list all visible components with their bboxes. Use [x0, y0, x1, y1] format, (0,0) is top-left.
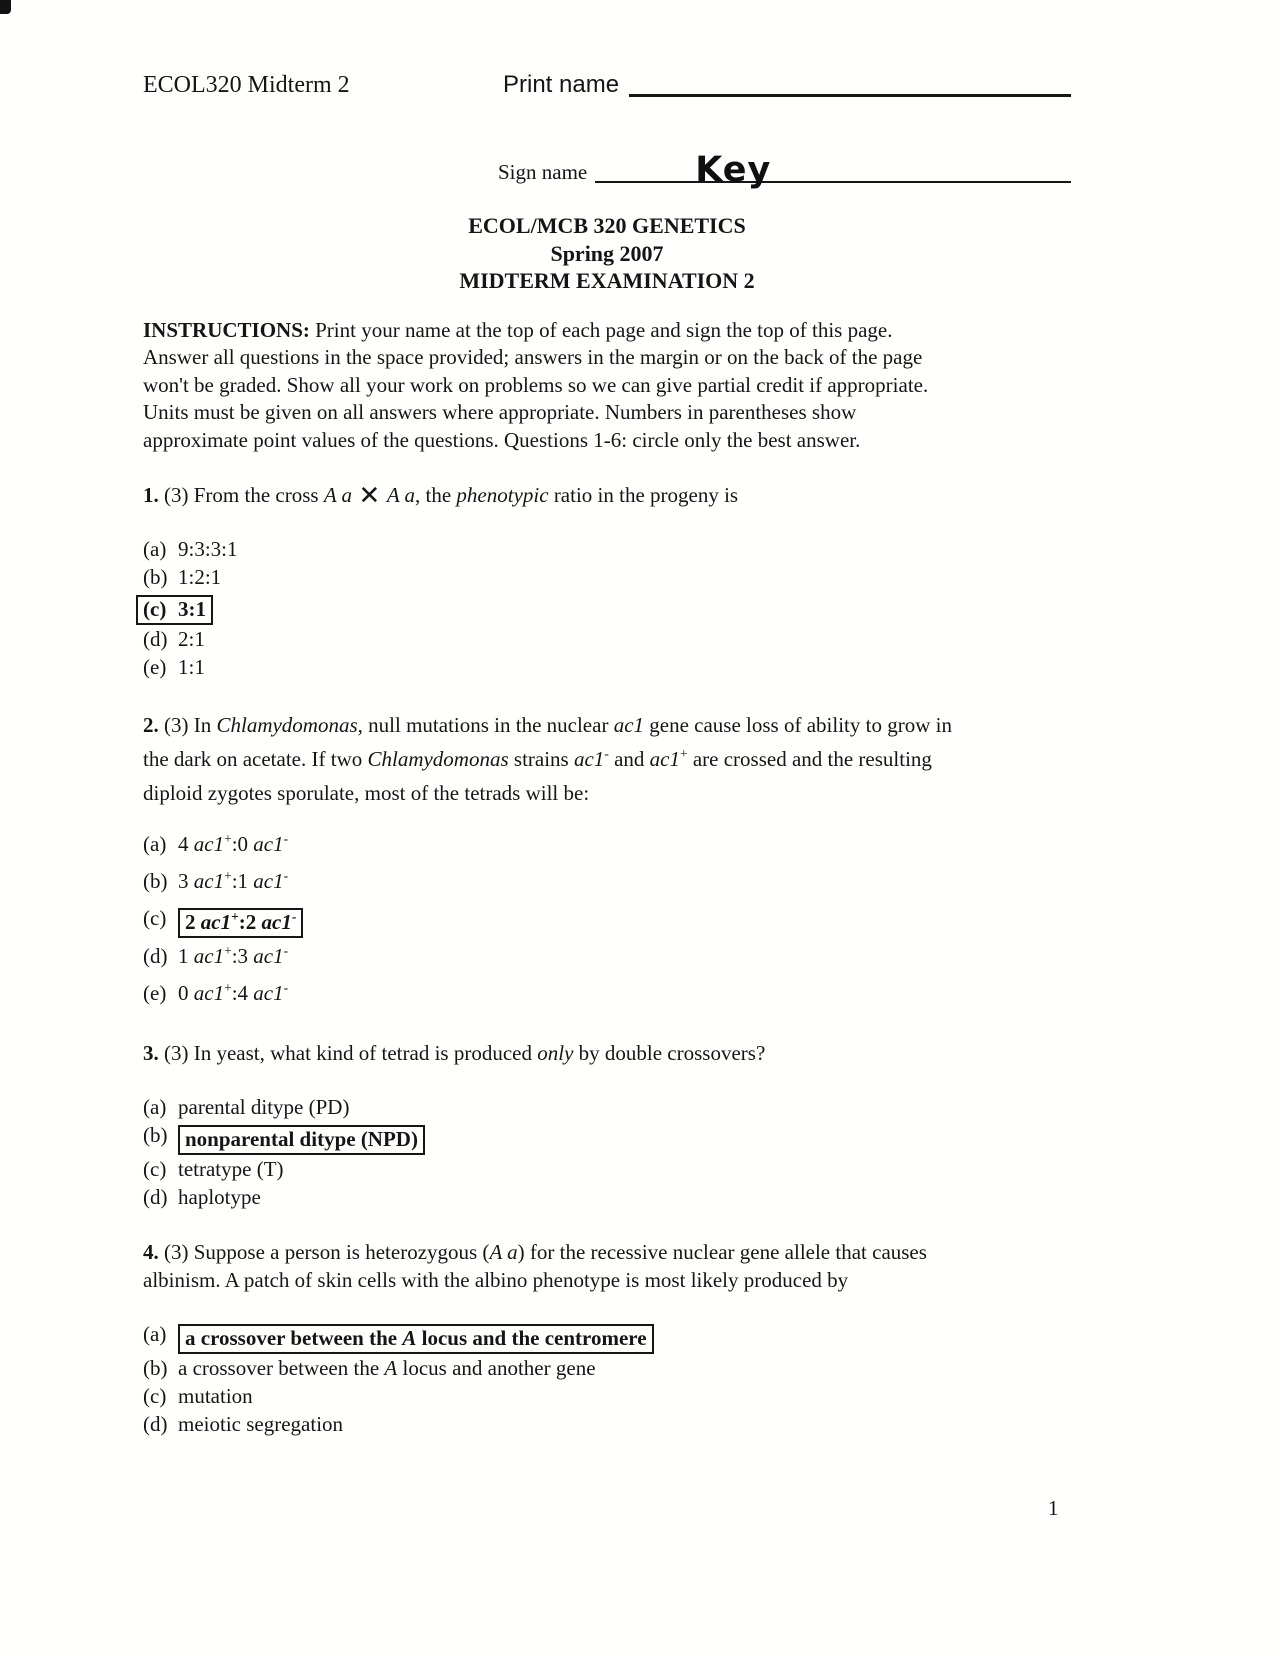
- correct-answer-box: [136, 595, 213, 625]
- text-segment: +: [224, 868, 232, 883]
- text-segment: a crossover between the: [185, 1326, 403, 1350]
- text-segment: 4.: [143, 1240, 159, 1264]
- question-q1: [143, 481, 1071, 681]
- answer-option-c: [143, 1382, 1071, 1410]
- option-label: (d): [143, 1185, 168, 1209]
- page-content: [143, 0, 1071, 1438]
- question-prompt: [143, 1039, 1071, 1067]
- text-segment: -: [283, 831, 289, 846]
- text-segment: nonparental ditype (NPD): [185, 1127, 418, 1151]
- text-segment: 2:1: [178, 627, 205, 651]
- question-prompt: [143, 481, 1071, 509]
- text-segment: 9:3:3:1: [178, 537, 238, 561]
- text-segment: albinism. A patch of skin cells with the albino phenotype is most likely produced by: [143, 1268, 849, 1292]
- text-segment: :3: [231, 944, 254, 968]
- instructions-line: [143, 317, 1071, 345]
- text-segment: ac1: [253, 981, 284, 1005]
- prompt-line: [143, 481, 1071, 509]
- text-segment: -: [283, 868, 289, 883]
- text-segment: A: [402, 1326, 417, 1350]
- sign-name-line: [595, 150, 1071, 190]
- option-text: [178, 1095, 349, 1119]
- text-segment: :2: [238, 910, 262, 934]
- exam-title-line: MIDTERM EXAMINATION 2: [459, 268, 755, 293]
- answer-option-b: [143, 863, 1071, 900]
- options-list: [143, 1320, 1071, 1438]
- text-segment: ac1: [193, 981, 225, 1005]
- text-segment: ac1: [253, 832, 284, 856]
- text-segment: 1: [178, 944, 194, 968]
- text-segment: 3: [178, 869, 194, 893]
- text-segment: 2.: [143, 713, 159, 737]
- exam-title: [143, 212, 1071, 295]
- prompt-line: [143, 1039, 1071, 1067]
- answer-option-d: [143, 625, 1071, 653]
- text-segment: a crossover between the: [178, 1356, 385, 1380]
- text-segment: Chlamydomonas: [216, 713, 358, 737]
- answer-option-b: [143, 563, 1071, 591]
- option-text: [178, 597, 206, 621]
- print-name-label: Print name: [503, 71, 620, 98]
- text-segment: ac1: [193, 832, 225, 856]
- question-prompt: [143, 708, 1071, 810]
- answer-option-c: [143, 1155, 1071, 1183]
- correct-answer-box: [178, 1324, 654, 1354]
- instructions-line: [143, 344, 1071, 372]
- option-label: (c): [143, 1157, 167, 1181]
- instructions-line: [143, 372, 1071, 400]
- text-segment: strains: [508, 747, 574, 771]
- questions-list: [143, 481, 1071, 1438]
- answer-option-c: [143, 591, 1071, 625]
- option-label: (a): [143, 832, 167, 856]
- text-segment: 2: [185, 910, 201, 934]
- option-text: [178, 1157, 284, 1181]
- answer-option-b: [143, 1354, 1071, 1382]
- text-segment: +: [224, 831, 232, 846]
- question-q4: [143, 1238, 1071, 1438]
- text-segment: ac1: [193, 869, 225, 893]
- option-label: (b): [143, 1356, 168, 1380]
- prompt-line: [143, 776, 1071, 810]
- text-segment: and: [608, 747, 650, 771]
- text-segment: -: [283, 943, 289, 958]
- text-segment: 1.: [143, 483, 159, 507]
- text-segment: +: [224, 980, 232, 995]
- answer-option-e: [143, 975, 1071, 1012]
- text-segment: ac1: [573, 747, 605, 771]
- text-segment: -: [291, 909, 297, 924]
- options-list: [143, 535, 1071, 681]
- text-segment: +: [679, 746, 688, 761]
- answer-option-e: [143, 653, 1071, 681]
- text-segment: +: [231, 909, 239, 924]
- exam-title-line: ECOL/MCB 320 GENETICS: [468, 213, 746, 238]
- text-segment: -: [604, 746, 609, 761]
- text-segment: , the: [415, 483, 457, 507]
- instructions-line: [143, 427, 1071, 455]
- answer-option-a: [143, 1093, 1071, 1121]
- text-segment: Units must be given on all answers where appropriate. Numbers in parentheses show: [143, 400, 857, 424]
- text-segment: ✕: [352, 481, 387, 510]
- text-segment: the dark on acetate. If two: [143, 747, 368, 771]
- option-text: [178, 565, 221, 589]
- text-segment: meiotic segregation: [178, 1412, 344, 1436]
- text-segment: +: [224, 943, 232, 958]
- option-label: (d): [143, 944, 168, 968]
- correct-answer-box: [178, 908, 303, 938]
- text-segment: Chlamydomonas: [367, 747, 509, 771]
- text-segment: Print your name at the top of each page and sign the top of this page.: [309, 317, 893, 342]
- answer-option-a: [143, 826, 1071, 863]
- exam-title-line: Spring 2007: [550, 240, 664, 266]
- options-list: [143, 1093, 1071, 1211]
- text-segment: ac1: [253, 869, 284, 893]
- option-label: (c): [143, 1384, 167, 1408]
- option-label: (e): [143, 655, 167, 679]
- option-text: [178, 1384, 253, 1408]
- instructions: [143, 317, 1071, 455]
- option-text: [178, 655, 205, 679]
- prompt-line: [143, 742, 1071, 776]
- text-segment: ac1: [649, 747, 680, 771]
- option-text: [178, 537, 238, 561]
- option-text: [178, 869, 288, 893]
- option-label: (c): [143, 906, 167, 930]
- answer-option-c: [143, 900, 1071, 938]
- option-text: [178, 1185, 261, 1209]
- text-segment: (3) In yeast, what kind of tetrad is produced: [158, 1041, 538, 1065]
- scan-artifact: [0, 0, 11, 14]
- prompt-line: [143, 1238, 1071, 1266]
- option-label: (b): [143, 1123, 168, 1147]
- question-prompt: [143, 1238, 1071, 1294]
- text-segment: , null mutations in the nuclear: [357, 713, 614, 737]
- print-name-line: [629, 94, 1071, 97]
- text-segment: approximate point values of the questions. Questions 1-6: circle only the best answer.: [143, 427, 861, 452]
- text-segment: (3) From the cross: [158, 483, 324, 507]
- question-q2: [143, 708, 1071, 1012]
- prompt-line: [143, 1266, 1071, 1294]
- text-segment: :1: [231, 869, 254, 893]
- text-segment: haplotype: [178, 1185, 261, 1209]
- page-number: 1: [1048, 1496, 1059, 1520]
- text-segment: ac1: [261, 910, 292, 934]
- text-segment: ratio in the progeny is: [548, 483, 739, 507]
- text-segment: 1:2:1: [178, 565, 222, 589]
- prompt-line: [143, 708, 1071, 742]
- text-segment: (3) In: [158, 713, 217, 737]
- text-segment: parental ditype (PD): [178, 1095, 350, 1119]
- question-q3: [143, 1039, 1071, 1211]
- option-text: [178, 832, 288, 856]
- text-segment: INSTRUCTIONS:: [143, 317, 310, 342]
- option-text: [185, 1326, 647, 1350]
- correct-answer-box: [178, 1125, 425, 1155]
- text-segment: 1:1: [178, 655, 205, 679]
- text-segment: ac1: [253, 944, 284, 968]
- answer-option-d: [143, 1183, 1071, 1211]
- text-segment: by double crossovers?: [573, 1041, 766, 1065]
- text-segment: 4: [178, 832, 194, 856]
- text-segment: 3:1: [178, 597, 206, 621]
- text-segment: locus and another gene: [397, 1356, 596, 1380]
- instructions-line: [143, 399, 1071, 427]
- answer-option-b: [143, 1121, 1071, 1155]
- option-text: [178, 1356, 596, 1380]
- text-segment: diploid zygotes sporulate, most of the tetrads will be:: [143, 781, 590, 805]
- sign-name-label: Sign name: [498, 160, 588, 184]
- text-segment: are crossed and the resulting: [687, 747, 932, 771]
- text-segment: A: [384, 1356, 398, 1380]
- text-segment: :0: [231, 832, 254, 856]
- text-segment: Answer all questions in the space provided; answers in the margin or on the back of the page: [143, 345, 923, 369]
- text-segment: ac1: [613, 713, 645, 737]
- option-text: [178, 981, 288, 1005]
- option-label: (c): [143, 597, 167, 621]
- option-label: (d): [143, 627, 168, 651]
- answer-option-d: [143, 1410, 1071, 1438]
- text-segment: ac1: [193, 944, 225, 968]
- text-segment: :4: [231, 981, 254, 1005]
- answer-option-d: [143, 938, 1071, 975]
- signature-text: Key: [695, 150, 772, 190]
- text-segment: 0: [178, 981, 194, 1005]
- text-segment: won't be graded. Show all your work on problems so we can give partial credit if appropriate.: [143, 372, 929, 397]
- option-label: (a): [143, 1095, 167, 1119]
- text-segment: mutation: [178, 1384, 253, 1408]
- option-label: (a): [143, 537, 167, 561]
- sign-name-row: [498, 150, 1071, 190]
- page-header: [143, 70, 1071, 100]
- option-label: (d): [143, 1412, 168, 1436]
- text-segment: locus and the centromere: [416, 1326, 647, 1350]
- text-segment: ) for the recessive nuclear gene allele that causes: [517, 1240, 927, 1264]
- option-text: [178, 944, 288, 968]
- text-segment: (3) Suppose a person is heterozygous (: [158, 1240, 490, 1264]
- option-text: [185, 910, 296, 934]
- text-segment: only: [537, 1041, 574, 1065]
- text-segment: phenotypic: [456, 483, 549, 507]
- option-label: (b): [143, 869, 168, 893]
- text-segment: ac1: [200, 910, 232, 934]
- answer-option-a: [143, 1320, 1071, 1354]
- option-label: (e): [143, 981, 167, 1005]
- option-text: [178, 627, 205, 651]
- text-segment: A a: [386, 483, 416, 507]
- text-segment: tetratype (T): [178, 1157, 284, 1181]
- options-list: [143, 826, 1071, 1012]
- text-segment: gene cause loss of ability to grow in: [644, 713, 952, 737]
- text-segment: A a: [323, 483, 353, 507]
- text-segment: -: [283, 980, 289, 995]
- text-segment: A a: [489, 1240, 518, 1264]
- text-segment: 3.: [143, 1041, 159, 1065]
- answer-option-a: [143, 535, 1071, 563]
- option-text: [185, 1127, 418, 1151]
- option-label: (b): [143, 565, 168, 589]
- option-label: (a): [143, 1322, 167, 1346]
- option-text: [178, 1412, 343, 1436]
- course-title: ECOL320 Midterm 2: [143, 72, 350, 98]
